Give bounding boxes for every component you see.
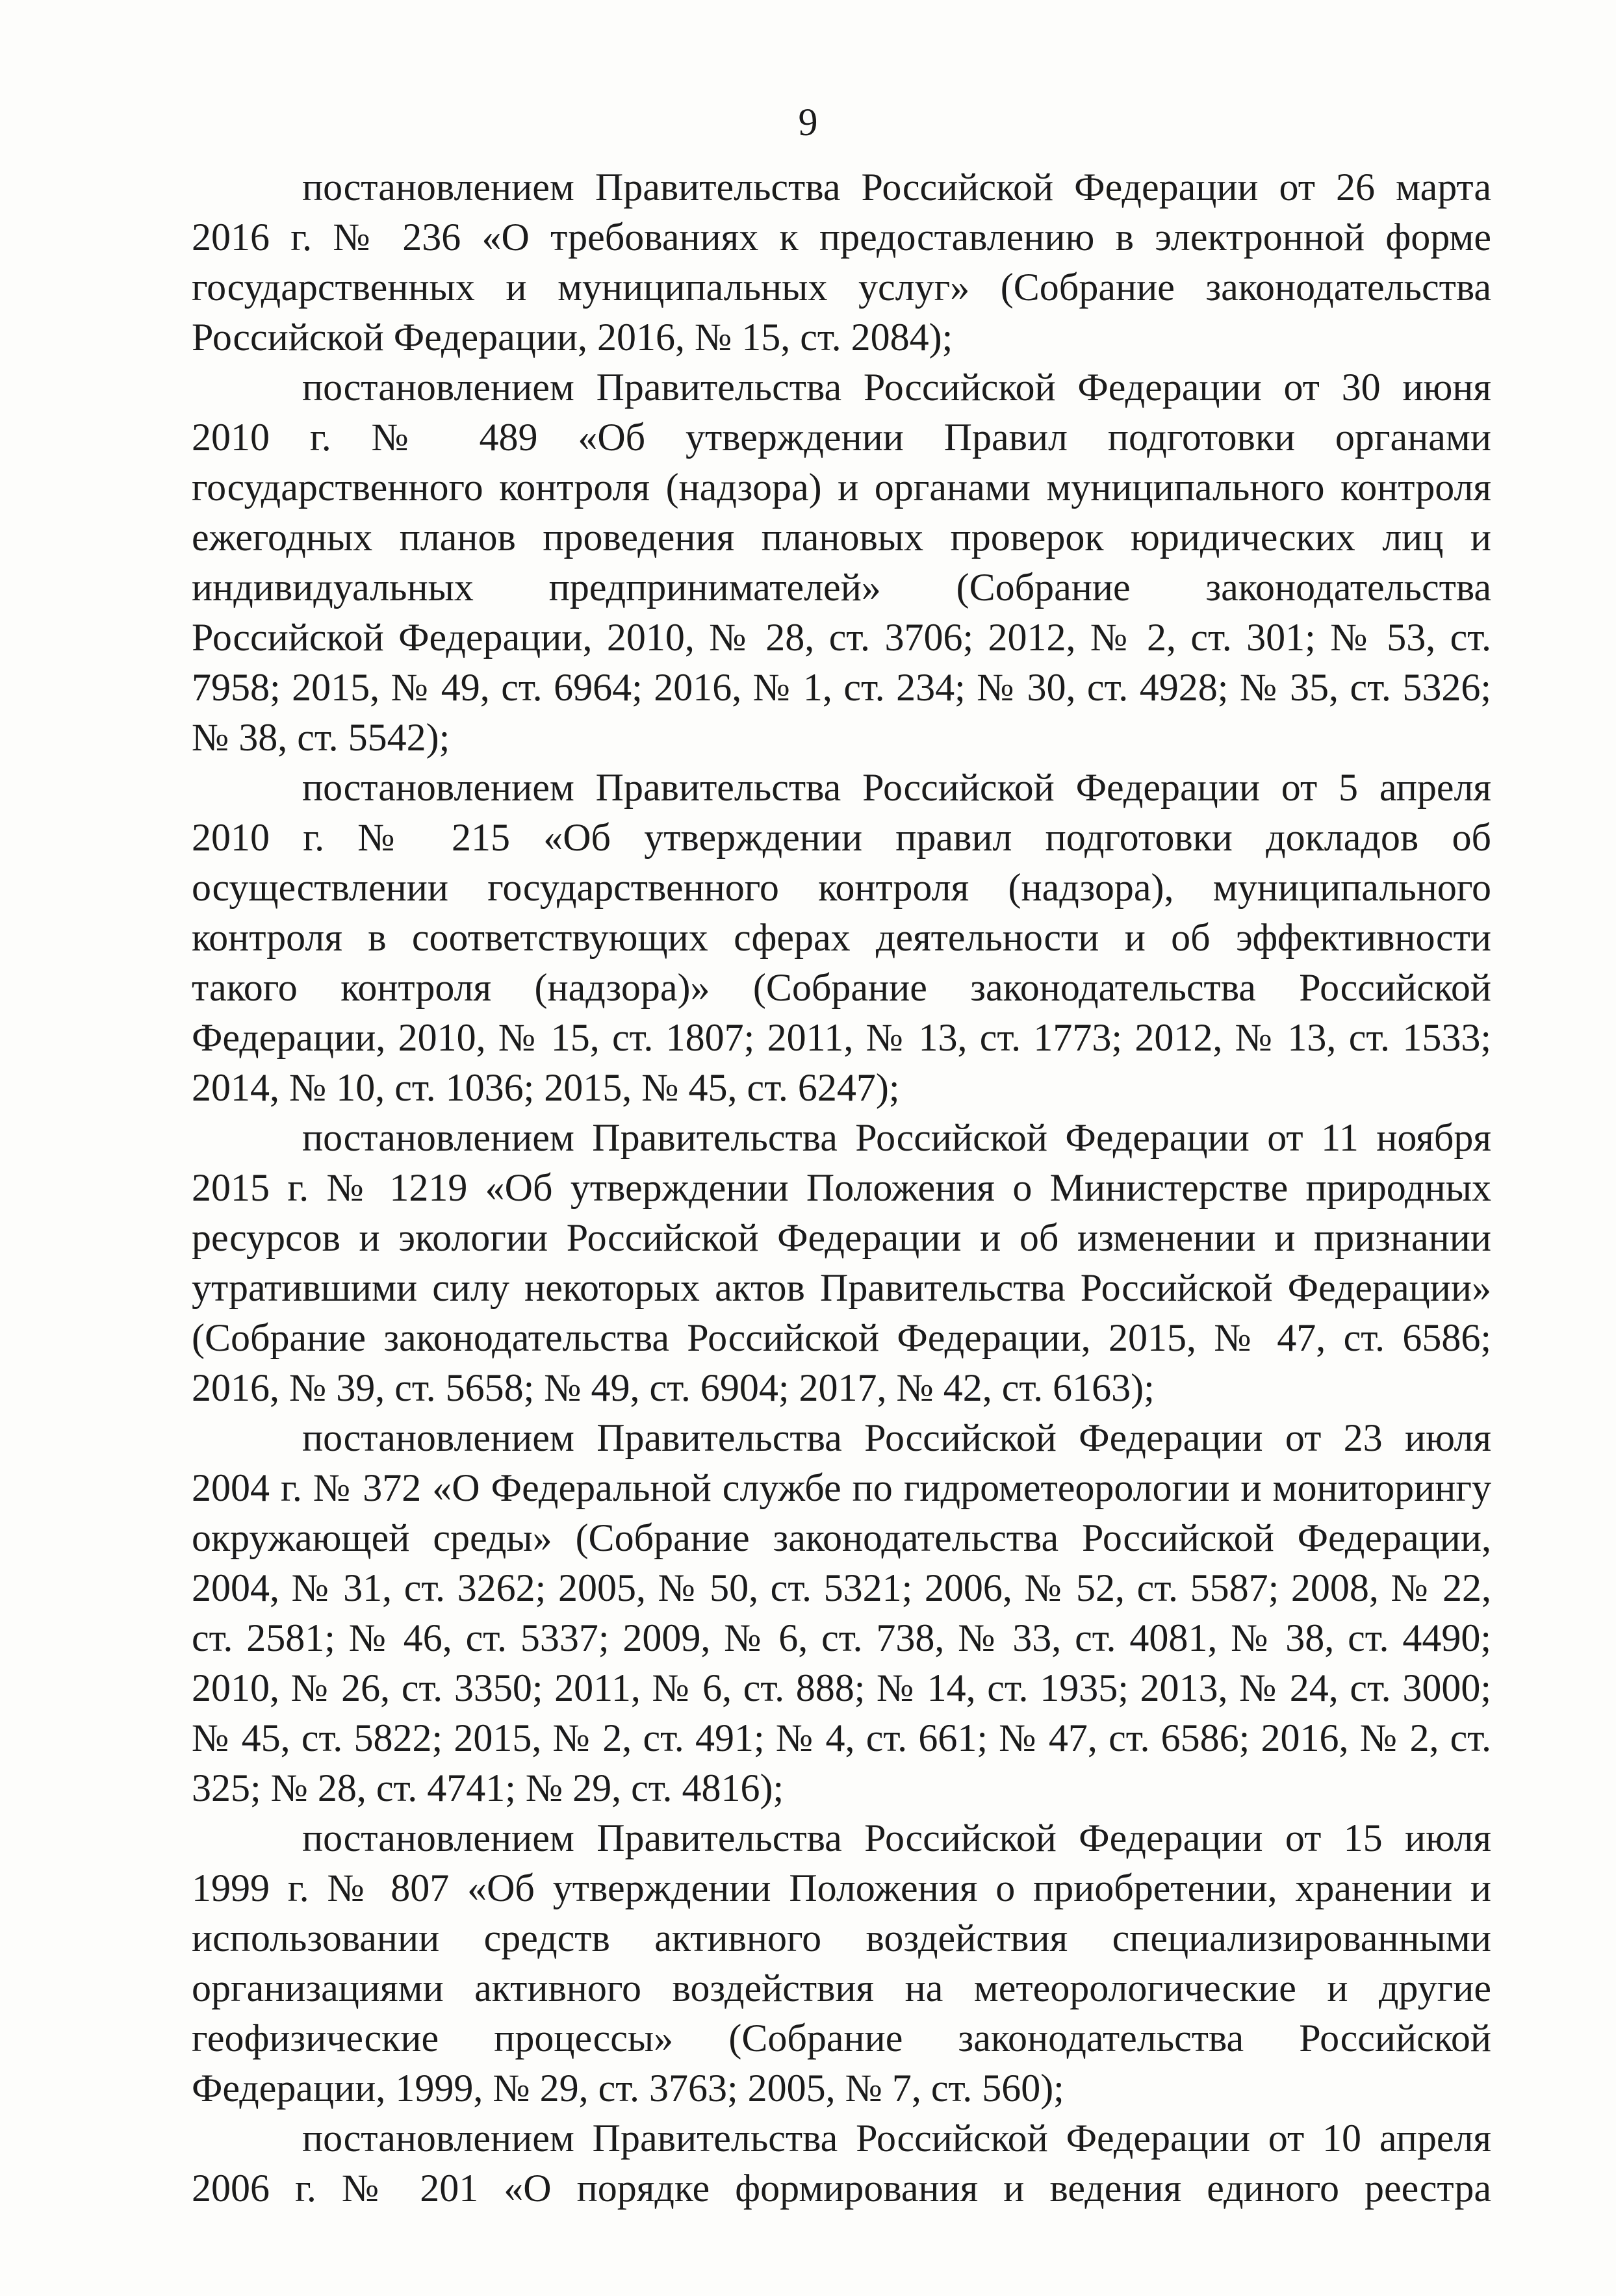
paragraph-resolution-1219: постановлением Правительства Российской Федерации от 11 ноября 2015 г. № 1219 «Об утверждении Положения о Министерстве природных ресурсов и экологии Российской Федерации и об изменении и признании утратившими силу некоторых актов Правительства Российской Федерации» (Собрание законодательства Российской Федерации, 2015, № 47, ст. 6586; 2016, № 39, ст. 5658; № 49, ст. 6904; 2017, № 42, ст. 6163); bbox=[192, 1116, 1491, 1409]
document-body bbox=[192, 162, 1491, 2213]
paragraph-resolution-372: постановлением Правительства Российской Федерации от 23 июля 2004 г. № 372 «О Федеральной службе по гидрометеорологии и мониторингу окружающей среды» (Собрание законодательства Российской Федерации, 2004, № 31, ст. 3262; 2005, № 50, ст. 5321; 2006, № 52, ст. 5587; 2008, № 22, ст. 2581; № 46, ст. 5337; 2009, № 6, ст. 738, № 33, ст. 4081, № 38, ст. 4490; 2010, № 26, ст. 3350; 2011, № 6, ст. 888; № 14, ст. 1935; 2013, № 24, ст. 3000; № 45, ст. 5822; 2015, № 2, ст. 491; № 4, ст. 661; № 47, ст. 6586; 2016, № 2, ст. 325; № 28, ст. 4741; № 29, ст. 4816); bbox=[192, 1416, 1491, 1809]
paragraph-resolution-215: постановлением Правительства Российской Федерации от 5 апреля 2010 г. № 215 «Об утверждении правил подготовки докладов об осуществлении государственного контроля (надзора), муниципального контроля в соответствующих сферах деятельности и об эффективности такого контроля (надзора)» (Собрание законодательства Российской Федерации, 2010, № 15, ст. 1807; 2011, № 13, ст. 1773; 2012, № 13, ст. 1533; 2014, № 10, ст. 1036; 2015, № 45, ст. 6247); bbox=[192, 766, 1491, 1109]
paragraph-resolution-201: постановлением Правительства Российской Федерации от 10 апреля 2006 г. № 201 «О порядке формирования и ведения единого реестра bbox=[192, 2117, 1491, 2210]
paragraph-resolution-236: постановлением Правительства Российской Федерации от 26 марта 2016 г. № 236 «О требованиях к предоставлению в электронной форме государственных и муниципальных услуг» (Собрание законодательства Российской Федерации, 2016, № 15, ст. 2084); bbox=[192, 166, 1491, 359]
paragraph-resolution-489: постановлением Правительства Российской Федерации от 30 июня 2010 г. № 489 «Об утверждении Правил подготовки органами государственного контроля (надзора) и органами муниципального контроля ежегодных планов проведения плановых проверок юридических лиц и индивидуальных предпринимателей» (Собрание законодательства Российской Федерации, 2010, № 28, ст. 3706; 2012, № 2, ст. 301; № 53, ст. 7958; 2015, № 49, ст. 6964; 2016, № 1, ст. 234; № 30, ст. 4928; № 35, ст. 5326; № 38, ст. 5542); bbox=[192, 366, 1491, 759]
page-number: 9 bbox=[798, 101, 818, 144]
paragraph-resolution-807: постановлением Правительства Российской Федерации от 15 июля 1999 г. № 807 «Об утверждении Положения о приобретении, хранении и использовании средств активного воздействия специализированными организациями активного воздействия на метеорологические и другие геофизические процессы» (Собрание законодательства Российской Федерации, 1999, № 29, ст. 3763; 2005, № 7, ст. 560); bbox=[192, 1817, 1491, 2110]
